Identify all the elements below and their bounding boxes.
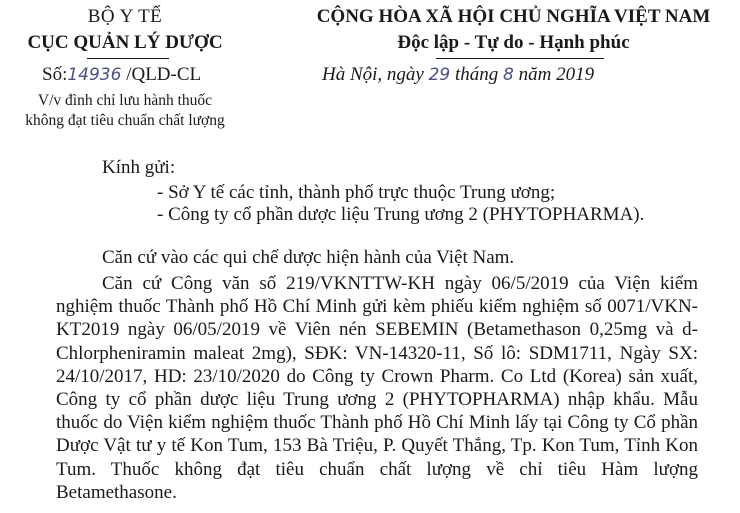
legal-basis-1: Căn cứ vào các qui chế dược hiện hành của Việt Nam. — [102, 247, 515, 268]
subject-line-2: không đạt tiêu chuẩn chất lượng — [25, 112, 225, 129]
place-date-part-2: tháng — [455, 64, 499, 85]
doc-number-handwritten: 14936 — [67, 65, 122, 85]
motto-underline — [436, 58, 604, 59]
agency-underline — [87, 58, 169, 59]
ministry-name: BỘ Y TẾ — [87, 6, 163, 27]
day-handwritten: 29 — [428, 65, 451, 85]
nation-title: CỘNG HÒA XÃ HỘI CHỦ NGHĨA VIỆT NAM — [316, 6, 711, 27]
doc-number-suffix: /QLD-CL — [126, 64, 202, 85]
document-number — [42, 64, 201, 86]
doc-number-prefix: Số: — [42, 64, 68, 85]
legal-basis-2: Căn cứ Công văn số 219/VKNTTW-KH ngày 06/5/2019 của Viện kiểm nghiệm thuốc Thành phố Hồ Chí Minh gửi kèm phiếu kiểm nghiệm số 0071/VKN-KT2019 ngày 06/05/2019 về Viên nén SEBEMIN (Betamethason 0,25mg và d-Chlorpheniramin maleat 2mg), SĐK: VN-14320-11, Số lô: SDM1711, Ngày SX: 24/10/2017, HD: 23/10/2020 do Công ty Crown Pharm. Co Ltd (Korea) sản xuất, Công ty cổ phần dược liệu Trung ương 2 (PHYTOPHARMA) nhập khẩu. Mẫu thuốc do Viện kiểm nghiệm thuốc Thành phố Hồ Chí Minh lấy tại Công ty Cổ phần Dược Vật tư y tế Kon Tum, 153 Bà Triệu, P. Quyết Thắng, Tp. Kon Tum, Tỉnh Kon Tum. Thuốc không đạt tiêu chuẩn chất lượng về chỉ tiêu Hàm lượng Betamethasone. — [56, 273, 698, 503]
place-date-part-3: năm 2019 — [518, 64, 595, 85]
subject-line-1: V/v đình chỉ lưu hành thuốc — [37, 92, 213, 109]
greeting: Kính gửi: — [102, 157, 176, 178]
national-motto: Độc lập - Tự do - Hạnh phúc — [397, 32, 630, 53]
month-handwritten: 8 — [503, 65, 514, 85]
place-and-date — [322, 64, 594, 86]
recipient-item: - Sở Y tế các tỉnh, thành phố trực thuộc Trung ương; — [157, 182, 556, 203]
place-date-part-1: Hà Nội, ngày — [322, 64, 424, 85]
recipient-item: - Công ty cổ phần dược liệu Trung ương 2 (PHYTOPHARMA). — [157, 204, 645, 225]
agency-name: CỤC QUẢN LÝ DƯỢC — [27, 32, 223, 53]
